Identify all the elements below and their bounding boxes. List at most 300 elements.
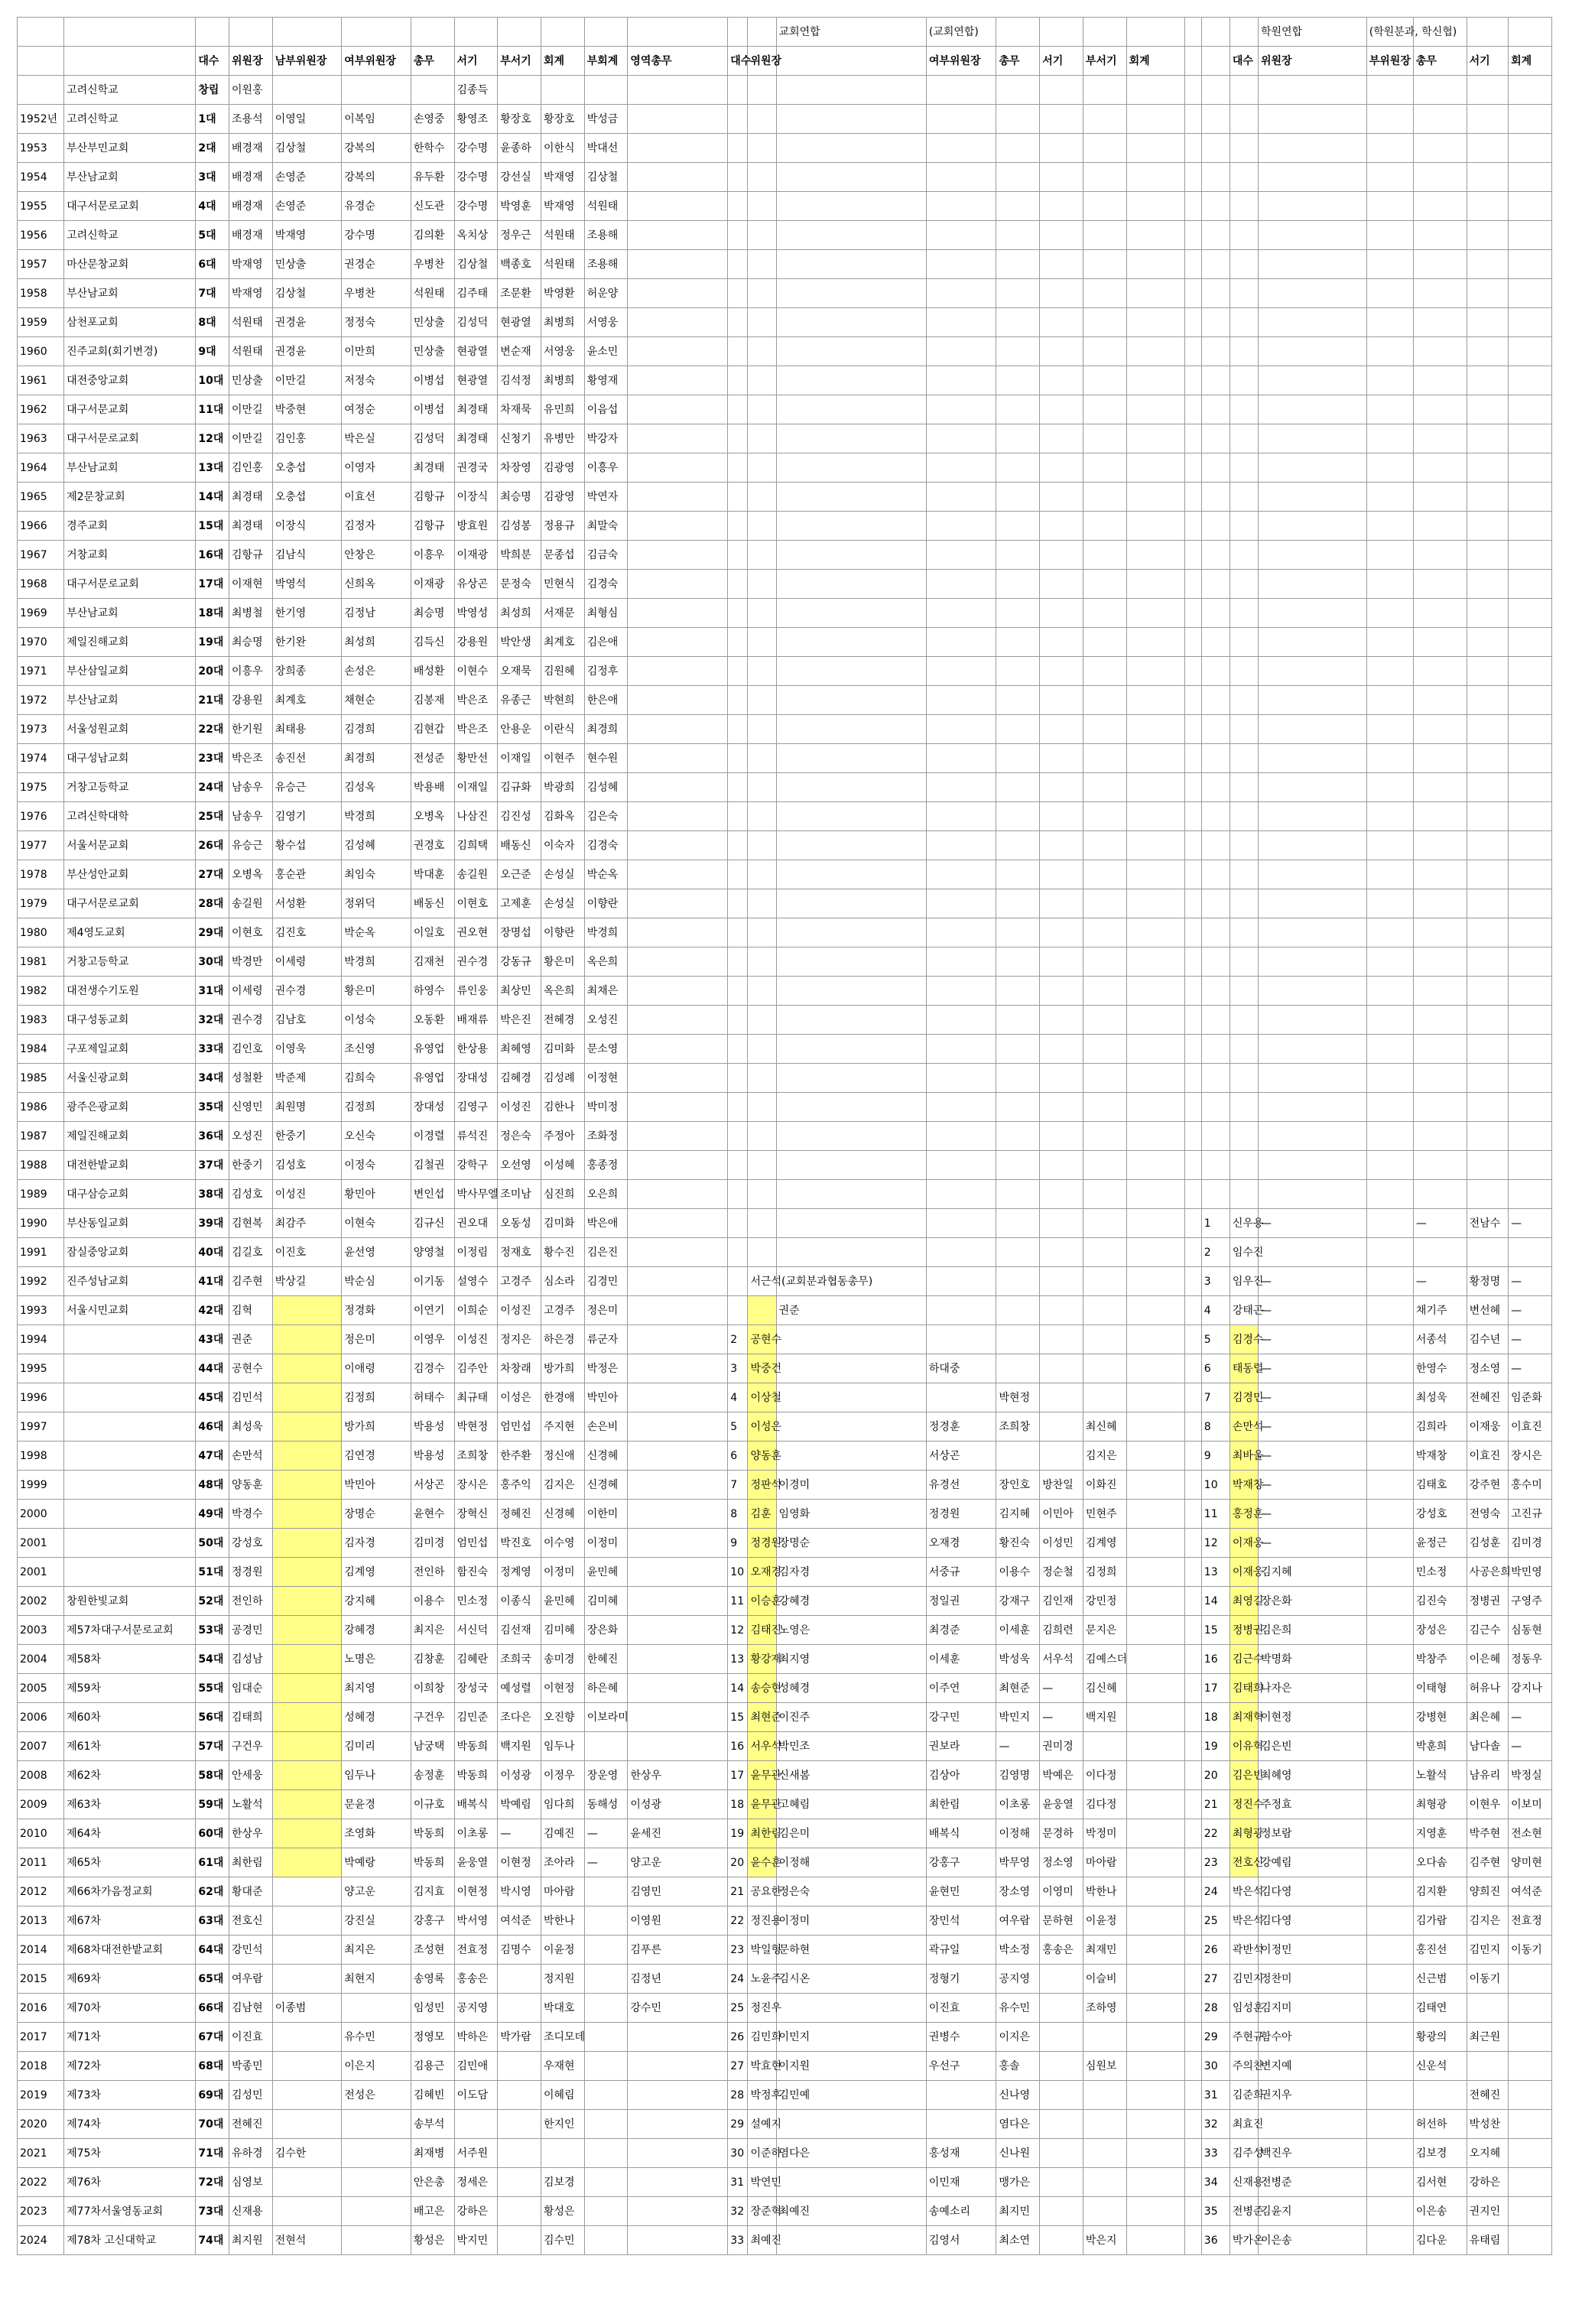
table-cell[interactable]: 이현수 bbox=[454, 657, 498, 686]
table-cell[interactable]: 이현호 bbox=[229, 918, 273, 947]
table-cell[interactable] bbox=[1040, 860, 1083, 889]
table-cell[interactable] bbox=[776, 337, 926, 366]
table-cell[interactable] bbox=[996, 773, 1040, 802]
table-cell[interactable] bbox=[1230, 773, 1258, 802]
table-cell[interactable]: 1 bbox=[1201, 1209, 1230, 1238]
year-cell[interactable]: 2006 bbox=[18, 1703, 64, 1732]
table-cell[interactable] bbox=[776, 250, 926, 279]
table-cell[interactable]: 박정실 bbox=[1509, 1761, 1552, 1790]
table-cell[interactable]: 오다솜 bbox=[1413, 1848, 1467, 1877]
table-cell[interactable]: 강동규 bbox=[498, 947, 541, 977]
table-cell[interactable]: 이윤정 bbox=[1083, 1906, 1126, 1936]
table-cell[interactable] bbox=[1126, 541, 1184, 570]
table-cell[interactable]: 황은미 bbox=[541, 947, 584, 977]
table-cell[interactable] bbox=[926, 2110, 996, 2139]
table-cell[interactable] bbox=[748, 802, 776, 831]
table-cell[interactable]: 김계영 bbox=[1083, 1529, 1126, 1558]
table-cell[interactable] bbox=[926, 2081, 996, 2110]
table-cell[interactable] bbox=[272, 2197, 342, 2226]
table-cell[interactable] bbox=[748, 1064, 776, 1093]
table-cell[interactable]: 권수경 bbox=[229, 1006, 273, 1035]
column-header-cell[interactable]: 서기 bbox=[1467, 47, 1509, 76]
table-cell[interactable] bbox=[1509, 2023, 1552, 2052]
table-cell[interactable] bbox=[1509, 802, 1552, 831]
table-cell[interactable]: 홍수미 bbox=[1509, 1471, 1552, 1500]
table-cell[interactable]: 34 bbox=[1201, 2168, 1230, 2197]
table-cell[interactable] bbox=[776, 424, 926, 453]
table-cell[interactable]: 거창교회 bbox=[64, 541, 196, 570]
table-cell[interactable]: 박영환 bbox=[541, 279, 584, 308]
table-cell[interactable] bbox=[584, 2226, 628, 2255]
table-cell[interactable] bbox=[1126, 2197, 1184, 2226]
table-cell[interactable]: 강수명 bbox=[342, 221, 411, 250]
table-cell[interactable]: 저정숙 bbox=[342, 366, 411, 395]
table-cell[interactable] bbox=[1467, 715, 1509, 744]
table-cell[interactable] bbox=[1040, 1965, 1083, 1994]
table-cell[interactable]: 제63차 bbox=[64, 1790, 196, 1819]
table-cell[interactable]: 강수민 bbox=[628, 1994, 728, 2023]
table-cell[interactable]: 이한식 bbox=[541, 134, 584, 163]
table-cell[interactable] bbox=[1366, 1616, 1413, 1645]
table-cell[interactable]: 김정희 bbox=[1083, 1558, 1126, 1587]
table-cell[interactable] bbox=[926, 918, 996, 947]
table-cell[interactable]: 최형심 bbox=[584, 599, 628, 628]
table-cell[interactable] bbox=[1126, 366, 1184, 395]
table-cell[interactable] bbox=[728, 977, 748, 1006]
table-cell[interactable]: 김수한 bbox=[272, 2139, 342, 2168]
table-cell[interactable]: 배복식 bbox=[926, 1819, 996, 1848]
table-cell[interactable]: 황영조 bbox=[454, 105, 498, 134]
table-cell[interactable] bbox=[1366, 1819, 1413, 1848]
table-cell[interactable] bbox=[1413, 337, 1467, 366]
table-cell[interactable] bbox=[748, 453, 776, 483]
table-cell[interactable] bbox=[1509, 1035, 1552, 1064]
table-cell[interactable]: 21 bbox=[1201, 1790, 1230, 1819]
table-cell[interactable] bbox=[1413, 947, 1467, 977]
table-cell[interactable] bbox=[1201, 424, 1230, 453]
table-cell[interactable] bbox=[996, 1180, 1040, 1209]
section-header-cell[interactable] bbox=[229, 18, 273, 47]
table-cell[interactable] bbox=[1040, 802, 1083, 831]
table-cell[interactable]: 정경원 bbox=[926, 1500, 996, 1529]
table-cell[interactable] bbox=[64, 1529, 196, 1558]
year-cell[interactable]: 2002 bbox=[18, 1587, 64, 1616]
table-cell[interactable]: 이규호 bbox=[411, 1790, 454, 1819]
table-cell[interactable] bbox=[748, 308, 776, 337]
year-cell[interactable]: 2020 bbox=[18, 2110, 64, 2139]
column-header-cell[interactable]: 여부위원장 bbox=[926, 47, 996, 76]
table-cell[interactable]: 서우석 bbox=[748, 1732, 776, 1761]
table-cell[interactable]: 이보미 bbox=[1509, 1790, 1552, 1819]
table-cell[interactable] bbox=[1040, 105, 1083, 134]
table-cell[interactable]: 강민정 bbox=[1083, 1587, 1126, 1616]
table-cell[interactable]: 이성진 bbox=[498, 1296, 541, 1325]
table-cell[interactable]: 박재영 bbox=[541, 163, 584, 192]
table-cell[interactable]: 서재문 bbox=[541, 599, 584, 628]
table-cell[interactable]: 김상철 bbox=[272, 134, 342, 163]
table-cell[interactable] bbox=[1184, 1703, 1201, 1732]
table-cell[interactable] bbox=[1126, 2168, 1184, 2197]
table-cell[interactable]: 김성례 bbox=[541, 1064, 584, 1093]
table-cell[interactable] bbox=[1201, 1006, 1230, 1035]
table-cell[interactable]: 최재혁 bbox=[1230, 1703, 1258, 1732]
table-cell[interactable]: 김지은 bbox=[1467, 1906, 1509, 1936]
table-cell[interactable]: 박예은 bbox=[1040, 1761, 1083, 1790]
table-cell[interactable]: 오근준 bbox=[498, 860, 541, 889]
table-cell[interactable] bbox=[1467, 1006, 1509, 1035]
table-cell[interactable]: 조다은 bbox=[498, 1703, 541, 1732]
table-cell[interactable]: 김계영 bbox=[342, 1558, 411, 1587]
table-cell[interactable] bbox=[776, 308, 926, 337]
table-cell[interactable]: 정재호 bbox=[498, 1238, 541, 1267]
table-cell[interactable] bbox=[1258, 860, 1366, 889]
year-cell[interactable]: 1955 bbox=[18, 192, 64, 221]
table-cell[interactable]: 유영업 bbox=[411, 1064, 454, 1093]
year-cell[interactable]: 1979 bbox=[18, 889, 64, 918]
table-cell[interactable] bbox=[1230, 163, 1258, 192]
table-cell[interactable]: 이영자 bbox=[342, 453, 411, 483]
table-cell[interactable] bbox=[728, 366, 748, 395]
table-cell[interactable] bbox=[628, 1209, 728, 1238]
table-cell[interactable] bbox=[1258, 744, 1366, 773]
table-cell[interactable]: 임두나 bbox=[342, 1761, 411, 1790]
table-cell[interactable] bbox=[628, 947, 728, 977]
table-cell[interactable]: 박재영 bbox=[229, 279, 273, 308]
table-cell[interactable] bbox=[1413, 570, 1467, 599]
table-cell[interactable]: 한상우 bbox=[229, 1819, 273, 1848]
generation-cell[interactable]: 34대 bbox=[196, 1064, 229, 1093]
table-cell[interactable] bbox=[1184, 2197, 1201, 2226]
table-cell[interactable] bbox=[272, 1703, 342, 1732]
table-cell[interactable] bbox=[926, 831, 996, 860]
table-cell[interactable] bbox=[1184, 1587, 1201, 1616]
table-cell[interactable]: 이장식 bbox=[454, 483, 498, 512]
table-cell[interactable]: 김금숙 bbox=[584, 541, 628, 570]
table-cell[interactable]: 한중기 bbox=[272, 1122, 342, 1151]
table-cell[interactable] bbox=[1126, 105, 1184, 134]
table-cell[interactable] bbox=[1126, 250, 1184, 279]
table-cell[interactable]: 강지나 bbox=[1509, 1674, 1552, 1703]
table-cell[interactable]: 이정해 bbox=[996, 1819, 1040, 1848]
table-cell[interactable] bbox=[628, 366, 728, 395]
table-cell[interactable]: — bbox=[1258, 1442, 1366, 1471]
generation-cell[interactable]: 10대 bbox=[196, 366, 229, 395]
table-cell[interactable]: 석원태 bbox=[541, 221, 584, 250]
table-cell[interactable]: 권경호 bbox=[411, 831, 454, 860]
table-cell[interactable] bbox=[1083, 2168, 1126, 2197]
table-cell[interactable] bbox=[272, 1296, 342, 1325]
table-cell[interactable]: 이현정 bbox=[1258, 1703, 1366, 1732]
table-cell[interactable]: 오충섭 bbox=[272, 453, 342, 483]
table-cell[interactable] bbox=[1413, 889, 1467, 918]
table-cell[interactable] bbox=[1184, 1354, 1201, 1383]
table-cell[interactable] bbox=[1258, 1180, 1366, 1209]
table-cell[interactable]: 배고은 bbox=[411, 2197, 454, 2226]
table-cell[interactable]: 강수명 bbox=[454, 134, 498, 163]
table-cell[interactable] bbox=[1413, 657, 1467, 686]
table-cell[interactable] bbox=[1366, 453, 1413, 483]
table-cell[interactable] bbox=[1366, 512, 1413, 541]
table-cell[interactable]: 이현정 bbox=[498, 1848, 541, 1877]
table-cell[interactable] bbox=[1230, 105, 1258, 134]
table-cell[interactable]: 손성실 bbox=[541, 889, 584, 918]
generation-cell[interactable]: 29대 bbox=[196, 918, 229, 947]
table-cell[interactable] bbox=[1366, 1064, 1413, 1093]
table-cell[interactable] bbox=[1040, 744, 1083, 773]
year-cell[interactable]: 1975 bbox=[18, 773, 64, 802]
table-cell[interactable] bbox=[776, 1325, 926, 1354]
table-cell[interactable]: 정진우 bbox=[748, 1994, 776, 2023]
table-cell[interactable] bbox=[1083, 889, 1126, 918]
table-cell[interactable] bbox=[776, 279, 926, 308]
table-cell[interactable]: 대전중앙교회 bbox=[64, 366, 196, 395]
table-cell[interactable] bbox=[1509, 279, 1552, 308]
generation-cell[interactable]: 72대 bbox=[196, 2168, 229, 2197]
table-cell[interactable] bbox=[926, 1383, 996, 1412]
table-cell[interactable] bbox=[728, 134, 748, 163]
table-cell[interactable]: 이세령 bbox=[272, 947, 342, 977]
table-cell[interactable]: 류석진 bbox=[454, 1122, 498, 1151]
table-cell[interactable]: 강성호 bbox=[229, 1529, 273, 1558]
table-cell[interactable] bbox=[1467, 1093, 1509, 1122]
table-cell[interactable] bbox=[628, 1412, 728, 1442]
table-cell[interactable] bbox=[1509, 1151, 1552, 1180]
table-cell[interactable]: 최병희 bbox=[541, 308, 584, 337]
table-cell[interactable]: 고려신학교 bbox=[64, 221, 196, 250]
table-cell[interactable]: 14 bbox=[728, 1674, 748, 1703]
table-cell[interactable] bbox=[1366, 192, 1413, 221]
table-cell[interactable] bbox=[584, 2052, 628, 2081]
table-cell[interactable] bbox=[628, 1093, 728, 1122]
table-cell[interactable]: 장성국 bbox=[454, 1674, 498, 1703]
table-cell[interactable]: 손만석 bbox=[1230, 1412, 1258, 1442]
section-header-cell[interactable] bbox=[64, 18, 196, 47]
table-cell[interactable] bbox=[1126, 1732, 1184, 1761]
table-cell[interactable]: 정동우 bbox=[1509, 1645, 1552, 1674]
table-cell[interactable] bbox=[1509, 628, 1552, 657]
table-cell[interactable] bbox=[776, 977, 926, 1006]
table-cell[interactable] bbox=[1184, 1093, 1201, 1122]
table-cell[interactable]: 홍성재 bbox=[926, 2139, 996, 2168]
table-cell[interactable] bbox=[1366, 1180, 1413, 1209]
table-cell[interactable]: 김규신 bbox=[411, 1209, 454, 1238]
table-cell[interactable]: 신우용 bbox=[1230, 1209, 1258, 1238]
table-cell[interactable]: 최병희 bbox=[541, 366, 584, 395]
table-cell[interactable] bbox=[1258, 715, 1366, 744]
generation-cell[interactable]: 28대 bbox=[196, 889, 229, 918]
table-cell[interactable]: 제78차 고신대학교 bbox=[64, 2226, 196, 2255]
table-cell[interactable]: 이영원 bbox=[628, 1906, 728, 1936]
year-cell[interactable]: 2001 bbox=[18, 1558, 64, 1587]
table-cell[interactable] bbox=[1201, 366, 1230, 395]
table-cell[interactable] bbox=[1258, 889, 1366, 918]
table-cell[interactable]: 19 bbox=[728, 1819, 748, 1848]
table-cell[interactable]: 최한림 bbox=[926, 1790, 996, 1819]
table-cell[interactable]: 한주환 bbox=[498, 1442, 541, 1471]
table-cell[interactable] bbox=[342, 2197, 411, 2226]
generation-cell[interactable]: 40대 bbox=[196, 1238, 229, 1267]
table-cell[interactable] bbox=[1366, 628, 1413, 657]
table-cell[interactable] bbox=[748, 163, 776, 192]
section-header-cell[interactable] bbox=[748, 18, 776, 47]
table-cell[interactable]: 정경화 bbox=[342, 1296, 411, 1325]
table-cell[interactable] bbox=[628, 105, 728, 134]
table-cell[interactable]: 황정명 bbox=[1467, 1267, 1509, 1296]
table-cell[interactable]: 김상철 bbox=[584, 163, 628, 192]
table-cell[interactable] bbox=[1184, 1732, 1201, 1761]
table-cell[interactable] bbox=[1258, 1064, 1366, 1093]
table-cell[interactable] bbox=[1201, 279, 1230, 308]
table-cell[interactable]: 김다영 bbox=[1258, 1906, 1366, 1936]
table-cell[interactable] bbox=[728, 541, 748, 570]
table-cell[interactable]: 장시은 bbox=[454, 1471, 498, 1500]
section-header-cell[interactable] bbox=[18, 18, 64, 47]
table-cell[interactable] bbox=[1413, 76, 1467, 105]
table-cell[interactable]: 20 bbox=[1201, 1761, 1230, 1790]
table-cell[interactable]: 류인웅 bbox=[454, 977, 498, 1006]
table-cell[interactable] bbox=[1040, 2168, 1083, 2197]
table-cell[interactable]: 김민애 bbox=[454, 2052, 498, 2081]
table-cell[interactable]: 23 bbox=[1201, 1848, 1230, 1877]
generation-cell[interactable]: 4대 bbox=[196, 192, 229, 221]
table-cell[interactable]: 유경선 bbox=[926, 1471, 996, 1500]
table-cell[interactable] bbox=[1467, 541, 1509, 570]
table-cell[interactable] bbox=[728, 570, 748, 599]
table-cell[interactable] bbox=[272, 76, 342, 105]
table-cell[interactable]: 안창은 bbox=[342, 541, 411, 570]
table-cell[interactable]: 오충섭 bbox=[272, 483, 342, 512]
table-cell[interactable] bbox=[1184, 1819, 1201, 1848]
table-cell[interactable]: 최승명 bbox=[229, 628, 273, 657]
table-cell[interactable]: 손영준 bbox=[272, 192, 342, 221]
table-cell[interactable]: 유두환 bbox=[411, 163, 454, 192]
table-cell[interactable]: 김성덕 bbox=[411, 424, 454, 453]
table-cell[interactable] bbox=[926, 192, 996, 221]
table-cell[interactable] bbox=[628, 1064, 728, 1093]
table-cell[interactable] bbox=[776, 802, 926, 831]
table-cell[interactable]: 백종호 bbox=[498, 250, 541, 279]
table-cell[interactable] bbox=[1184, 1325, 1201, 1354]
table-cell[interactable] bbox=[1230, 1180, 1258, 1209]
year-cell[interactable]: 2015 bbox=[18, 1965, 64, 1994]
table-cell[interactable] bbox=[1467, 105, 1509, 134]
table-cell[interactable]: 권경순 bbox=[342, 250, 411, 279]
table-cell[interactable] bbox=[996, 860, 1040, 889]
table-cell[interactable]: 김현복 bbox=[229, 1209, 273, 1238]
table-cell[interactable]: 김철권 bbox=[411, 1151, 454, 1180]
table-cell[interactable]: 대구성남교회 bbox=[64, 744, 196, 773]
table-cell[interactable]: 김득신 bbox=[411, 628, 454, 657]
table-cell[interactable] bbox=[272, 1325, 342, 1354]
table-cell[interactable]: 김창훈 bbox=[411, 1645, 454, 1674]
table-cell[interactable]: 박중현 bbox=[272, 395, 342, 424]
table-cell[interactable]: 문하현 bbox=[776, 1936, 926, 1965]
table-cell[interactable] bbox=[272, 1587, 342, 1616]
table-cell[interactable] bbox=[1184, 1412, 1201, 1442]
table-cell[interactable]: 21 bbox=[728, 1877, 748, 1906]
year-cell[interactable]: 1953 bbox=[18, 134, 64, 163]
table-cell[interactable]: 설예지 bbox=[748, 2110, 776, 2139]
table-cell[interactable]: 최감주 bbox=[272, 1209, 342, 1238]
table-cell[interactable] bbox=[272, 1848, 342, 1877]
generation-cell[interactable]: 31대 bbox=[196, 977, 229, 1006]
table-cell[interactable]: 최혜영 bbox=[498, 1035, 541, 1064]
table-cell[interactable]: 박광희 bbox=[541, 773, 584, 802]
table-cell[interactable]: 황장호 bbox=[498, 105, 541, 134]
table-cell[interactable] bbox=[1040, 1093, 1083, 1122]
table-cell[interactable]: 황광의 bbox=[1413, 2023, 1467, 2052]
table-cell[interactable] bbox=[1258, 512, 1366, 541]
table-cell[interactable] bbox=[748, 1151, 776, 1180]
table-cell[interactable] bbox=[1184, 1616, 1201, 1645]
table-cell[interactable]: 박한나 bbox=[541, 1906, 584, 1936]
table-cell[interactable]: 홍정훈 bbox=[1230, 1500, 1258, 1529]
generation-cell[interactable]: 11대 bbox=[196, 395, 229, 424]
table-cell[interactable] bbox=[1126, 2139, 1184, 2168]
table-cell[interactable]: 최현지 bbox=[342, 1965, 411, 1994]
table-cell[interactable] bbox=[1230, 221, 1258, 250]
table-cell[interactable] bbox=[628, 2023, 728, 2052]
table-cell[interactable] bbox=[1467, 889, 1509, 918]
table-cell[interactable]: 김경민 bbox=[584, 1267, 628, 1296]
table-cell[interactable]: 이승훈 bbox=[748, 1587, 776, 1616]
table-cell[interactable] bbox=[1083, 918, 1126, 947]
table-cell[interactable]: — bbox=[1258, 1267, 1366, 1296]
table-cell[interactable]: 이준하 bbox=[748, 2139, 776, 2168]
generation-cell[interactable]: 63대 bbox=[196, 1906, 229, 1936]
table-cell[interactable] bbox=[1083, 744, 1126, 773]
table-cell[interactable] bbox=[1230, 1122, 1258, 1151]
table-cell[interactable] bbox=[628, 134, 728, 163]
table-cell[interactable] bbox=[1126, 483, 1184, 512]
table-cell[interactable]: 서울시민교회 bbox=[64, 1296, 196, 1325]
table-cell[interactable]: — bbox=[1040, 1674, 1083, 1703]
generation-cell[interactable]: 30대 bbox=[196, 947, 229, 977]
table-cell[interactable]: 석원태 bbox=[229, 337, 273, 366]
table-cell[interactable] bbox=[1366, 105, 1413, 134]
year-cell[interactable]: 1974 bbox=[18, 744, 64, 773]
table-cell[interactable] bbox=[1201, 541, 1230, 570]
table-cell[interactable]: 김혜빈 bbox=[411, 2081, 454, 2110]
table-cell[interactable]: 박강자 bbox=[584, 424, 628, 453]
table-cell[interactable]: 이화진 bbox=[1083, 1471, 1126, 1500]
table-cell[interactable]: 김성호 bbox=[229, 1180, 273, 1209]
table-cell[interactable]: 현광열 bbox=[454, 337, 498, 366]
table-cell[interactable]: 문종섭 bbox=[541, 541, 584, 570]
table-cell[interactable]: 이동기 bbox=[1467, 1965, 1509, 1994]
table-cell[interactable] bbox=[1509, 163, 1552, 192]
table-cell[interactable]: 부산삼일교회 bbox=[64, 657, 196, 686]
table-cell[interactable]: 신재용 bbox=[1230, 2168, 1258, 2197]
table-cell[interactable] bbox=[1509, 134, 1552, 163]
table-cell[interactable] bbox=[748, 715, 776, 744]
table-cell[interactable]: 정판석 bbox=[748, 1471, 776, 1500]
table-cell[interactable]: 김영서 bbox=[926, 2226, 996, 2255]
table-cell[interactable] bbox=[1126, 744, 1184, 773]
table-cell[interactable] bbox=[776, 628, 926, 657]
table-cell[interactable]: 김미리 bbox=[342, 1732, 411, 1761]
table-cell[interactable]: 손영준 bbox=[272, 163, 342, 192]
table-cell[interactable]: 한지인 bbox=[541, 2110, 584, 2139]
table-cell[interactable] bbox=[1258, 599, 1366, 628]
table-cell[interactable] bbox=[1083, 134, 1126, 163]
table-cell[interactable]: 김인호 bbox=[229, 1035, 273, 1064]
table-cell[interactable]: 정세은 bbox=[454, 2168, 498, 2197]
table-cell[interactable] bbox=[1467, 599, 1509, 628]
table-cell[interactable] bbox=[1126, 1442, 1184, 1471]
table-cell[interactable] bbox=[1413, 773, 1467, 802]
column-header-cell[interactable]: 서기 bbox=[1040, 47, 1083, 76]
